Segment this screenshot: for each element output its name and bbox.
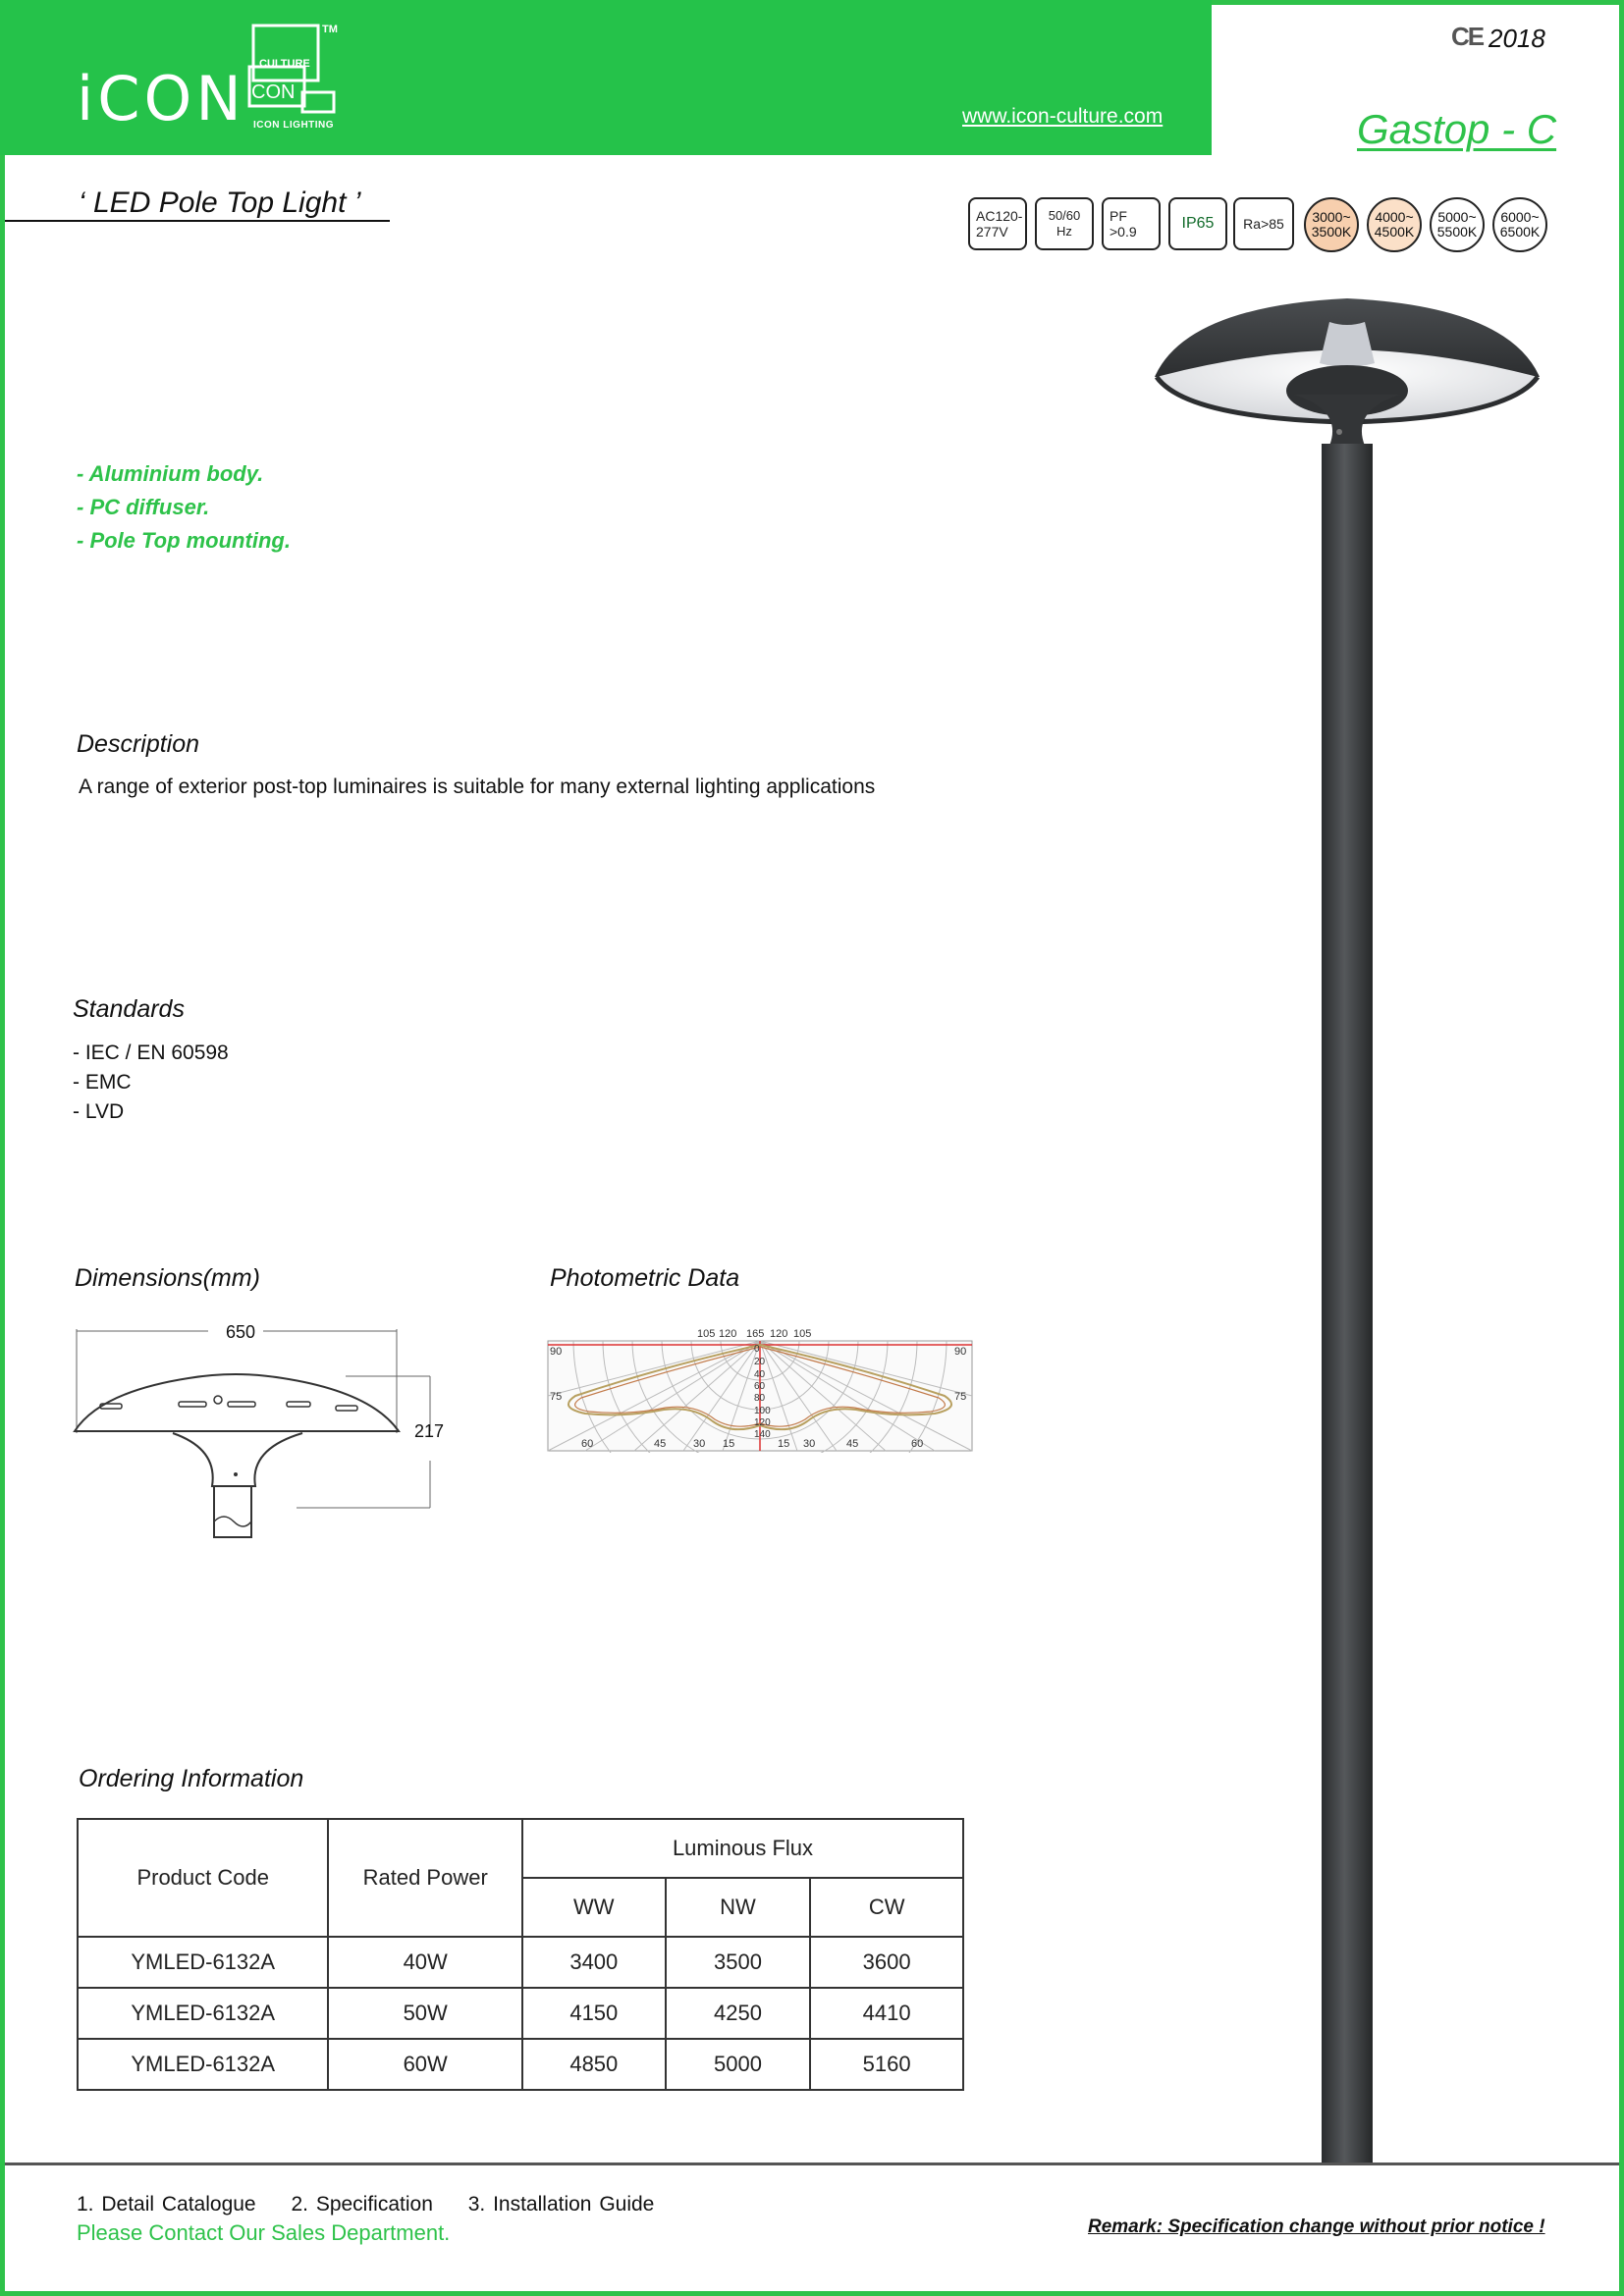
standards-list	[73, 1039, 229, 1127]
link-specification[interactable]: 2. Specification	[291, 2193, 433, 2216]
link-detail-catalogue[interactable]: 1. Detail Catalogue	[77, 2193, 256, 2216]
description-text: A range of exterior post-top luminaires is suitable for many external lighting applications	[79, 775, 876, 798]
radial-value: 140	[754, 1429, 771, 1440]
angle-label-bottom: 30	[693, 1438, 706, 1450]
radial-value: 100	[754, 1406, 771, 1416]
table-row	[78, 1988, 963, 2039]
table-row	[78, 2039, 963, 2090]
cell-nw: 3500	[666, 1937, 811, 1988]
logo-text: iCON	[77, 63, 245, 134]
cct-6000: 6000~ 6500K	[1492, 197, 1547, 252]
cell-ww: 3400	[522, 1937, 666, 1988]
table-row	[78, 1937, 963, 1988]
standard-item: - EMC	[73, 1071, 132, 1094]
radial-value: 120	[754, 1417, 771, 1428]
ce-mark: CE	[1451, 22, 1484, 51]
photometric-title: Photometric Data	[550, 1264, 740, 1292]
logo-mark-icon	[247, 24, 346, 132]
cell-code: YMLED-6132A	[78, 2039, 328, 2090]
angle-label-bottom: 30	[803, 1438, 816, 1450]
col-product-code: Product Code	[78, 1819, 328, 1937]
angle-label-bottom: 15	[778, 1438, 790, 1450]
angle-label-left: 75	[550, 1391, 563, 1403]
cell-nw: 4250	[666, 1988, 811, 2039]
contact-note: Please Contact Our Sales Department.	[77, 2220, 451, 2245]
subtitle-underline	[5, 220, 390, 222]
angle-label-bottom: 45	[654, 1438, 667, 1450]
photometric-diagram	[546, 1327, 974, 1453]
dimension-height: 217	[414, 1421, 444, 1441]
standard-item: - IEC / EN 60598	[73, 1041, 229, 1064]
angle-label-top: 165	[746, 1328, 765, 1340]
cell-nw: 5000	[666, 2039, 811, 2090]
badge-frequency: 50/60 Hz	[1035, 197, 1094, 250]
cell-power: 50W	[328, 1988, 522, 2039]
badge-ip-rating: IP65	[1168, 197, 1227, 250]
model-name: Gastop - C	[1357, 106, 1557, 152]
col-cw: CW	[810, 1878, 963, 1937]
cell-cw: 3600	[810, 1937, 963, 1988]
remark-note: Remark: Specification change without prior notice !	[1088, 2216, 1545, 2237]
catalog-year: 2018	[1489, 24, 1545, 53]
badge-cri: Ra>85	[1233, 197, 1294, 250]
cct-5000: 5000~ 5500K	[1430, 197, 1485, 252]
angle-label-bottom: 60	[911, 1438, 924, 1450]
feature-item: - PC diffuser.	[77, 495, 210, 519]
badge-voltage: AC120- 277V	[968, 197, 1027, 250]
col-nw: NW	[666, 1878, 811, 1937]
angle-label-top: 105	[697, 1328, 716, 1340]
radial-value: 40	[754, 1369, 766, 1380]
badge-power-factor: PF >0.9	[1102, 197, 1161, 250]
cell-cw: 4410	[810, 1988, 963, 2039]
logo-mark-bottom: CON	[251, 81, 296, 103]
product-photo-pole-light	[1147, 293, 1547, 2165]
angle-label-right: 90	[954, 1346, 967, 1358]
feature-item: - Pole Top mounting.	[77, 528, 291, 553]
angle-label-bottom: 45	[846, 1438, 859, 1450]
angle-label-top: 105	[793, 1328, 812, 1340]
description-title: Description	[77, 730, 200, 758]
angle-label-left: 90	[550, 1346, 563, 1358]
link-installation-guide[interactable]: 3. Installation Guide	[467, 2193, 655, 2216]
logo-subtitle: ICON LIGHTING	[253, 120, 335, 131]
dimension-width: 650	[226, 1322, 256, 1342]
dimension-drawing	[71, 1315, 444, 1551]
angle-label-bottom: 15	[723, 1438, 735, 1450]
standard-item: - LVD	[73, 1100, 125, 1123]
radial-value: 0	[754, 1344, 760, 1355]
cell-code: YMLED-6132A	[78, 1937, 328, 1988]
col-ww: WW	[522, 1878, 666, 1937]
cell-ww: 4850	[522, 2039, 666, 2090]
header-band	[0, 0, 1212, 155]
col-rated-power: Rated Power	[328, 1819, 522, 1937]
col-luminous-flux: Luminous Flux	[522, 1819, 963, 1878]
feature-list	[77, 457, 291, 558]
footer-links	[77, 2193, 681, 2216]
cell-ww: 4150	[522, 1988, 666, 2039]
radial-value: 80	[754, 1393, 766, 1404]
dimensions-title: Dimensions(mm)	[75, 1264, 260, 1292]
cell-power: 60W	[328, 2039, 522, 2090]
cct-3000: 3000~ 3500K	[1304, 197, 1359, 252]
cell-cw: 5160	[810, 2039, 963, 2090]
angle-label-bottom: 60	[581, 1438, 594, 1450]
angle-label-right: 75	[954, 1391, 967, 1403]
angle-label-top: 120	[770, 1328, 788, 1340]
cell-power: 40W	[328, 1937, 522, 1988]
standards-title: Standards	[73, 995, 185, 1023]
ordering-table	[77, 1818, 964, 2091]
angle-label-top: 120	[719, 1328, 737, 1340]
logo-trademark: TM	[322, 24, 338, 35]
feature-item: - Aluminium body.	[77, 461, 264, 486]
ordering-title: Ordering Information	[79, 1765, 304, 1792]
logo-mark-top: CULTURE	[259, 58, 310, 70]
product-subtitle: ‘ LED Pole Top Light ’	[79, 187, 361, 219]
cct-4000: 4000~ 4500K	[1367, 197, 1422, 252]
radial-value: 60	[754, 1381, 766, 1392]
website-link[interactable]: www.icon-culture.com	[962, 105, 1164, 128]
footer-divider	[5, 2163, 1619, 2165]
radial-value: 20	[754, 1357, 766, 1367]
cell-code: YMLED-6132A	[78, 1988, 328, 2039]
